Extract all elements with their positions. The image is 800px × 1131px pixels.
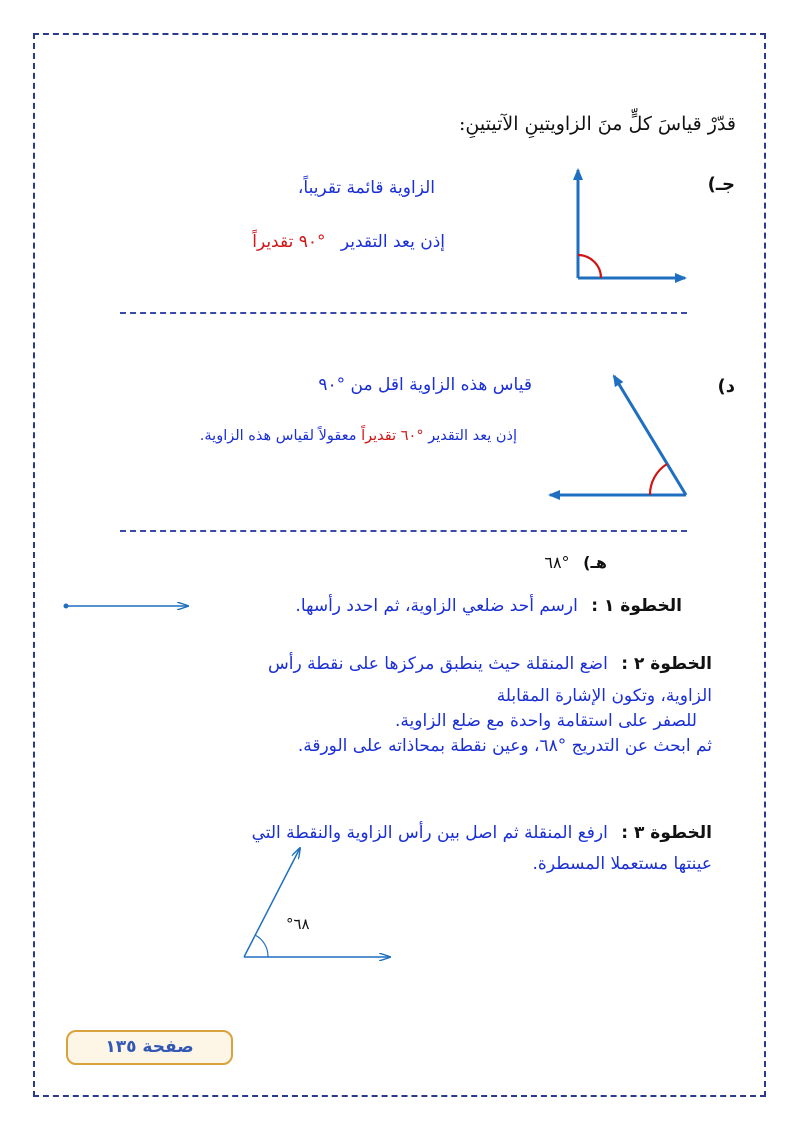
step2-line4: ثم ابحث عن التدريج °٦٨، وعين نقطة بمحاذاته على الورقة. (297, 736, 712, 756)
step1-ray (64, 604, 189, 609)
angle-arc (578, 255, 601, 278)
step1-text: ارسم أحد ضلعي الزاوية، ثم احدد رأسها. (295, 596, 578, 616)
angle-68-figure (244, 848, 390, 957)
part-j-line1: الزاوية قائمة تقريباً، (297, 178, 435, 198)
angle-arc (650, 464, 667, 495)
right-angle-diagram (578, 170, 685, 278)
step3-title: الخطوة ٣ : (621, 823, 712, 843)
part-h-angle: °٦٨ (544, 553, 570, 572)
page-number-badge: صفحة ١٣٥ (66, 1030, 233, 1065)
step3-line2: عينتها مستعملا المسطرة. (532, 854, 712, 874)
part-d-label: د) (717, 376, 735, 397)
angle-arc (255, 935, 268, 957)
step1-title: الخطوة ١ : (591, 596, 682, 616)
step2-line1-text: اضع المنقلة حيث ينطبق مركزها على نقطة رأس (268, 654, 608, 674)
page-heading: قدّرْ قياسَ كلٍّ منَ الزاويتينِ الآتيتينِ: (459, 113, 736, 135)
part-d-line1: قياس هذه الزاوية اقل من °٩٠ (318, 375, 532, 395)
part-d-line2-prefix: إذن يعد التقدير (428, 428, 517, 444)
part-j-line2-prefix: إذن يعد التقدير (340, 232, 445, 252)
acute-angle-diagram (550, 376, 686, 495)
step2-line3: للصفر على استقامة واحدة مع ضلع الزاوية. (395, 711, 697, 731)
part-d-value: °٦٠ تقديراً (361, 428, 424, 444)
part-h-label-text: هـ) (583, 553, 607, 572)
figure-angle-label: °٦٨ (286, 915, 310, 933)
part-j-label: جـ) (707, 174, 735, 195)
part-j-value: °٩٠ تقديراً (252, 232, 326, 252)
step2-line2: الزاوية، وتكون الإشارة المقابلة (496, 686, 712, 706)
step3-line1-text: ارفع المنقلة ثم اصل بين رأس الزاوية والنقطة التي (251, 823, 608, 843)
part-d-line2-suffix: معقولاً لقياس هذه الزاوية. (199, 428, 357, 444)
step2-title: الخطوة ٢ : (621, 654, 712, 674)
